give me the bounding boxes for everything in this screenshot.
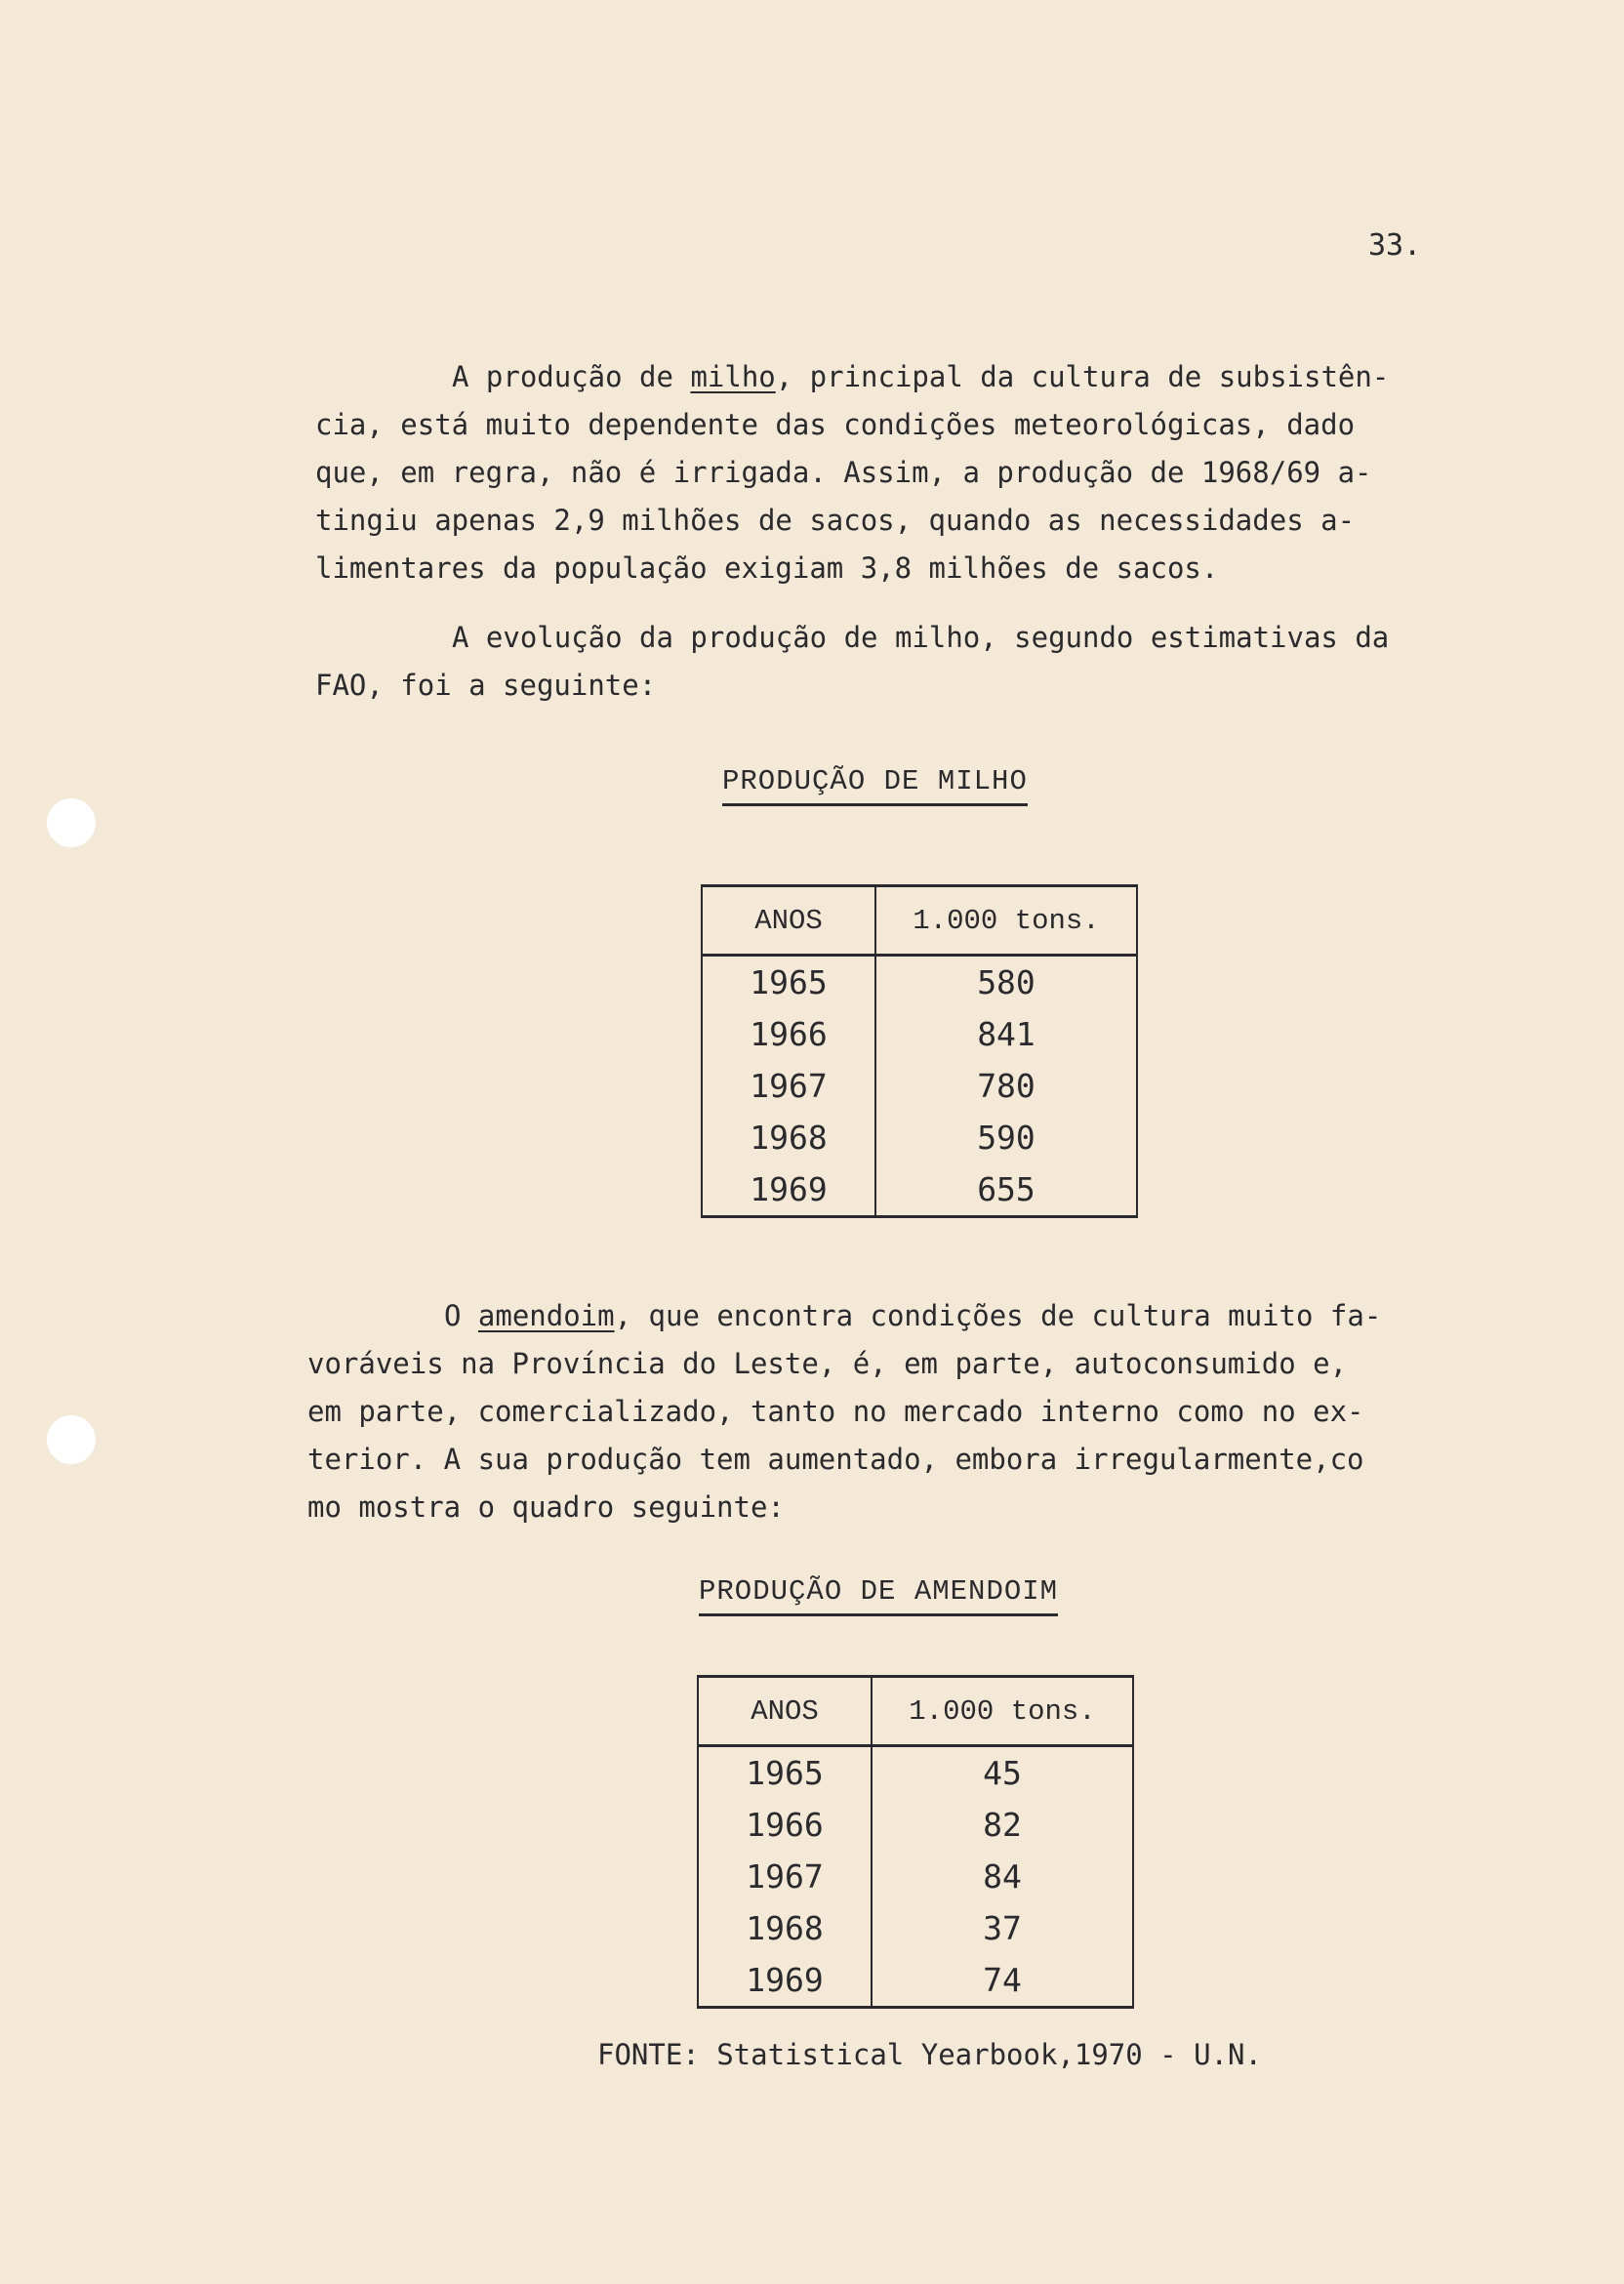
paragraph-line: FAO, foi a seguinte: (315, 669, 657, 702)
column-header-anos: ANOS (702, 886, 875, 956)
value-cell: 580 (875, 956, 1137, 1009)
value-cell: 37 (872, 1902, 1133, 1954)
table-row (698, 1746, 1133, 1800)
year-cell: 1969 (698, 1954, 872, 2008)
paragraph-line: cia, está muito dependente das condições meteorológicas, dado (315, 408, 1356, 441)
value-cell: 74 (872, 1954, 1133, 2008)
table-row (702, 956, 1137, 1009)
year-cell: 1967 (702, 1060, 875, 1112)
value-cell: 45 (872, 1746, 1133, 1800)
column-header-tons: 1.000 tons. (872, 1677, 1133, 1746)
table-row (702, 1163, 1137, 1217)
value-cell: 82 (872, 1799, 1133, 1851)
paragraph-milho-evolution (315, 614, 1389, 710)
table-row (698, 1902, 1133, 1954)
paragraph-line: tingiu apenas 2,9 milhões de sacos, quando as necessidades a- (315, 504, 1356, 537)
table-milho (701, 884, 1138, 1218)
punch-hole (47, 1415, 96, 1464)
table-header-row (702, 886, 1137, 956)
value-cell: 841 (875, 1008, 1137, 1060)
value-cell: 780 (875, 1060, 1137, 1112)
table-title-milho: PRODUÇÃO DE MILHO (722, 765, 1028, 806)
year-cell: 1965 (702, 956, 875, 1009)
paragraph-line: A evolução da produção de milho, segundo estimativas da (452, 621, 1390, 654)
column-header-anos: ANOS (698, 1677, 872, 1746)
punch-hole (47, 798, 96, 847)
underlined-term: milho (690, 360, 776, 393)
year-cell: 1966 (698, 1799, 872, 1851)
page-number: 33. (1368, 228, 1422, 263)
paragraph-line: que, em regra, não é irrigada. Assim, a produção de 1968/69 a- (315, 456, 1372, 489)
paragraph-line: mo mostra o quadro seguinte: (307, 1490, 785, 1524)
table-amendoim (697, 1675, 1134, 2009)
paragraph-line: O amendoim, que encontra condições de cultura muito fa- (444, 1299, 1382, 1332)
table-row (698, 1799, 1133, 1851)
table-row (702, 1060, 1137, 1112)
year-cell: 1968 (698, 1902, 872, 1954)
value-cell: 655 (875, 1163, 1137, 1217)
table-row (702, 1008, 1137, 1060)
paragraph-line: A produção de milho, principal da cultura de subsistên- (452, 360, 1390, 393)
column-header-tons: 1.000 tons. (875, 886, 1137, 956)
paragraph-line: limentares da população exigiam 3,8 milhões de sacos. (315, 551, 1219, 585)
year-cell: 1965 (698, 1746, 872, 1800)
table-header-row (698, 1677, 1133, 1746)
paragraph-amendoim (307, 1292, 1381, 1531)
paragraph-line: terior. A sua produção tem aumentado, embora irregularmente,co (307, 1443, 1364, 1476)
table-row (698, 1954, 1133, 2008)
table-row (702, 1112, 1137, 1163)
year-cell: 1966 (702, 1008, 875, 1060)
paragraph-line: voráveis na Província do Leste, é, em parte, autoconsumido e, (307, 1347, 1348, 1380)
year-cell: 1968 (702, 1112, 875, 1163)
source-note: FONTE: Statistical Yearbook,1970 - U.N. (597, 2038, 1262, 2071)
underlined-term: amendoim (477, 1299, 615, 1332)
year-cell: 1967 (698, 1851, 872, 1902)
value-cell: 84 (872, 1851, 1133, 1902)
paragraph-line: em parte, comercializado, tanto no mercado interno como no ex- (307, 1395, 1364, 1428)
table-row (698, 1851, 1133, 1902)
paragraph-milho-intro (315, 353, 1389, 592)
value-cell: 590 (875, 1112, 1137, 1163)
table-title-amendoim: PRODUÇÃO DE AMENDOIM (699, 1575, 1058, 1616)
year-cell: 1969 (702, 1163, 875, 1217)
